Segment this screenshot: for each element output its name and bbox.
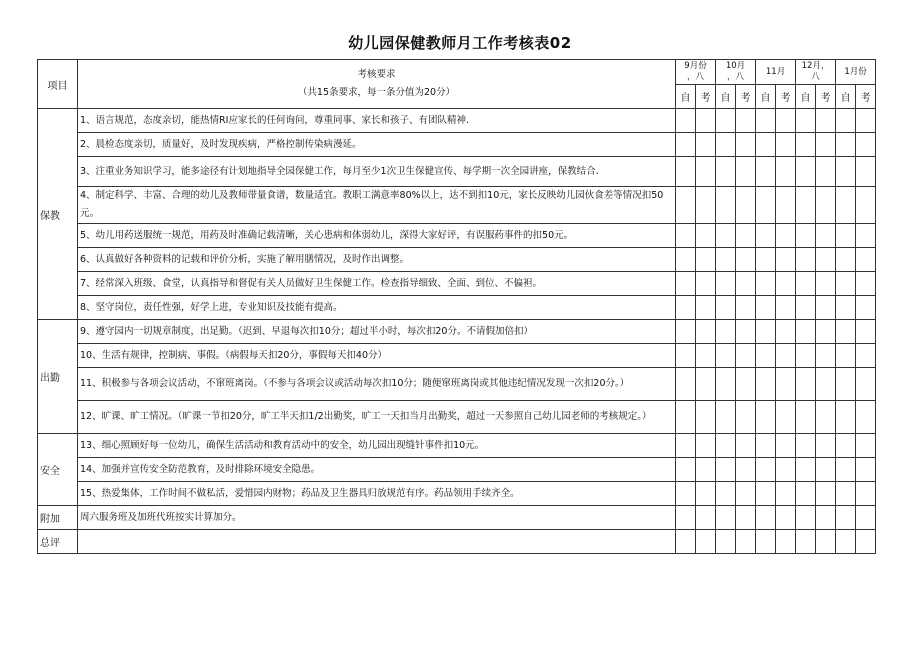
exam-score-cell[interactable] <box>816 401 836 434</box>
exam-score-cell[interactable] <box>816 434 836 458</box>
requirement-cell <box>78 530 676 554</box>
self-score-cell[interactable] <box>756 320 776 344</box>
table-row <box>38 344 876 368</box>
self-score-cell[interactable] <box>836 157 856 187</box>
item-column-header: 项目 <box>38 60 78 109</box>
exam-score-cell[interactable] <box>736 133 756 157</box>
table-row <box>38 434 876 458</box>
exam-score-cell[interactable] <box>736 248 756 272</box>
self-score-cell[interactable] <box>676 224 696 248</box>
exam-score-cell[interactable] <box>696 296 716 320</box>
self-score-cell[interactable] <box>756 434 776 458</box>
self-score-cell[interactable] <box>676 296 696 320</box>
self-score-header: 自 <box>676 85 696 109</box>
self-score-cell[interactable] <box>836 272 856 296</box>
table-row <box>38 368 876 401</box>
exam-score-cell[interactable] <box>816 344 836 368</box>
exam-score-cell[interactable] <box>776 320 796 344</box>
exam-score-cell[interactable] <box>816 109 836 133</box>
exam-score-cell[interactable] <box>776 530 796 554</box>
self-score-cell[interactable] <box>796 157 816 187</box>
exam-score-cell[interactable] <box>816 296 836 320</box>
exam-score-cell[interactable] <box>816 482 836 506</box>
requirement-cell: 2、晨检态度亲切，质量好，及时发现疾病，严格控制传染病漫延。 <box>78 133 676 157</box>
self-score-cell[interactable] <box>796 401 816 434</box>
self-score-cell[interactable] <box>796 272 816 296</box>
self-score-cell[interactable] <box>836 187 856 224</box>
category-cell: 安全 <box>38 434 78 506</box>
self-score-cell[interactable] <box>716 320 736 344</box>
page-title: 幼儿园保健教师月工作考核表02 <box>348 34 572 52</box>
exam-score-cell[interactable] <box>856 187 876 224</box>
exam-score-cell[interactable] <box>696 248 716 272</box>
month-header: 10月 ，八 <box>716 60 756 85</box>
self-score-header: 自 <box>756 85 776 109</box>
self-score-cell[interactable] <box>716 368 736 401</box>
category-cell: 保教 <box>38 109 78 320</box>
exam-score-cell[interactable] <box>696 272 716 296</box>
exam-score-cell[interactable] <box>736 320 756 344</box>
self-score-cell[interactable] <box>836 344 856 368</box>
requirement-cell: 9、遵守园内一切规章制度，出足勤。（迟到、早退每次扣10分；超过半小时，每次扣20分。不请假加倍扣） <box>78 320 676 344</box>
exam-score-cell[interactable] <box>816 320 836 344</box>
self-score-cell[interactable] <box>716 248 736 272</box>
exam-score-cell[interactable] <box>816 530 836 554</box>
exam-score-cell[interactable] <box>856 401 876 434</box>
requirement-cell: 7、经常深入班级、食堂，认真指导和督促有关人员做好卫生保健工作。检查指导细致、全面、到位、不偏袒。 <box>78 272 676 296</box>
exam-score-cell[interactable] <box>856 458 876 482</box>
exam-score-cell[interactable] <box>856 157 876 187</box>
exam-score-cell[interactable] <box>816 187 836 224</box>
requirement-cell: 4、制定科学、丰富、合理的幼儿及教师带量食谱，数量适宜。教职工满意率80%以上，达不到扣10元，家长反映幼儿园伙食差等情况扣50元。 <box>78 187 676 224</box>
exam-score-cell[interactable] <box>776 157 796 187</box>
exam-score-cell[interactable] <box>776 344 796 368</box>
self-score-cell[interactable] <box>756 133 776 157</box>
self-score-cell[interactable] <box>756 248 776 272</box>
self-score-cell[interactable] <box>676 368 696 401</box>
exam-score-header: 考 <box>736 85 756 109</box>
exam-score-cell[interactable] <box>776 434 796 458</box>
self-score-cell[interactable] <box>756 187 776 224</box>
self-score-cell[interactable] <box>796 482 816 506</box>
self-score-cell[interactable] <box>836 401 856 434</box>
requirement-cell: 5、幼儿用药送服统一规范，用药及时准确记载清晰，关心患病和体弱幼儿，深得大家好评，有误服药事件的扣50元。 <box>78 224 676 248</box>
table-row <box>38 157 876 187</box>
exam-score-cell[interactable] <box>856 248 876 272</box>
self-score-cell[interactable] <box>716 458 736 482</box>
exam-score-cell[interactable] <box>736 296 756 320</box>
exam-score-header: 考 <box>696 85 716 109</box>
exam-score-cell[interactable] <box>696 187 716 224</box>
self-score-cell[interactable] <box>836 434 856 458</box>
self-score-cell[interactable] <box>796 109 816 133</box>
exam-score-cell[interactable] <box>696 224 716 248</box>
self-score-cell[interactable] <box>796 344 816 368</box>
exam-score-header: 考 <box>856 85 876 109</box>
requirement-cell: 6、认真做好各种资料的记载和评价分析，实施了解用膳情况，及时作出调整。 <box>78 248 676 272</box>
exam-score-cell[interactable] <box>776 401 796 434</box>
requirement-cell: 1、语言规范，态度亲切，能热情RI应家长的任何询问，尊重同事、家长和孩子、有团队精神. <box>78 109 676 133</box>
month-header: 1月份 <box>836 60 876 85</box>
exam-score-cell[interactable] <box>856 133 876 157</box>
self-score-cell[interactable] <box>716 157 736 187</box>
self-score-cell[interactable] <box>836 224 856 248</box>
requirement-cell: 11、积极参与各项会议活动，不窜班离岗。（不参与各项会议或活动每次扣10分；随便窜班离岗或其他违纪情况发现一次扣20分。） <box>78 368 676 401</box>
exam-score-cell[interactable] <box>816 248 836 272</box>
self-score-cell[interactable] <box>756 368 776 401</box>
exam-score-cell[interactable] <box>736 434 756 458</box>
exam-score-cell[interactable] <box>776 224 796 248</box>
table-row <box>38 248 876 272</box>
self-score-cell[interactable] <box>716 109 736 133</box>
exam-score-cell[interactable] <box>776 296 796 320</box>
exam-score-cell[interactable] <box>736 368 756 401</box>
self-score-cell[interactable] <box>676 157 696 187</box>
self-score-cell[interactable] <box>676 344 696 368</box>
self-score-cell[interactable] <box>796 506 816 530</box>
self-score-cell[interactable] <box>756 272 776 296</box>
exam-score-cell[interactable] <box>696 157 716 187</box>
category-cell: 附加 <box>38 506 78 530</box>
self-score-cell[interactable] <box>716 482 736 506</box>
self-score-cell[interactable] <box>716 344 736 368</box>
self-score-cell[interactable] <box>836 133 856 157</box>
table-row <box>38 187 876 224</box>
requirement-cell: 周六服务班及加班代班按实计算加分。 <box>78 506 676 530</box>
requirement-cell: 14、加强并宣传安全防范教育，及时排除环境安全隐患。 <box>78 458 676 482</box>
self-score-cell[interactable] <box>756 506 776 530</box>
self-score-cell[interactable] <box>836 530 856 554</box>
self-score-cell[interactable] <box>836 296 856 320</box>
self-score-cell[interactable] <box>796 248 816 272</box>
exam-score-cell[interactable] <box>736 157 756 187</box>
self-score-cell[interactable] <box>796 187 816 224</box>
self-score-cell[interactable] <box>716 272 736 296</box>
table-row <box>38 506 876 530</box>
exam-score-cell[interactable] <box>696 344 716 368</box>
self-score-cell[interactable] <box>676 248 696 272</box>
self-score-cell[interactable] <box>796 320 816 344</box>
category-cell: 出勤 <box>38 320 78 434</box>
self-score-cell[interactable] <box>716 224 736 248</box>
exam-score-header: 考 <box>816 85 836 109</box>
exam-score-cell[interactable] <box>816 272 836 296</box>
exam-score-cell[interactable] <box>776 187 796 224</box>
assessment-table <box>37 59 876 554</box>
requirement-cell: 3、注重业务知识学习，能多途径有计划地指导全园保健工作，每月至少1次卫生保健宣传、每学期一次全园讲座，保教结合. <box>78 157 676 187</box>
self-score-cell[interactable] <box>836 458 856 482</box>
exam-score-cell[interactable] <box>816 133 836 157</box>
requirement-cell: 12、旷课、旷工情况。（旷课一节扣20分，旷工半天扣1/2出勤奖，旷工一天扣当月出勤奖，超过一天参照自己幼儿园老师的考核规定。） <box>78 401 676 434</box>
exam-score-cell[interactable] <box>736 224 756 248</box>
self-score-cell[interactable] <box>756 344 776 368</box>
self-score-cell[interactable] <box>836 482 856 506</box>
exam-score-cell[interactable] <box>696 109 716 133</box>
exam-score-cell[interactable] <box>736 344 756 368</box>
exam-score-cell[interactable] <box>696 401 716 434</box>
requirement-cell: 13、细心照顾好每一位幼儿，确保生活活动和教育活动中的安全，幼儿园出现缝针事件扣10元。 <box>78 434 676 458</box>
month-header: 9月份 ，八 <box>676 60 716 85</box>
table-row <box>38 224 876 248</box>
exam-score-cell[interactable] <box>776 458 796 482</box>
exam-score-cell[interactable] <box>816 224 836 248</box>
self-score-header: 自 <box>836 85 856 109</box>
self-score-cell[interactable] <box>756 109 776 133</box>
exam-score-cell[interactable] <box>856 224 876 248</box>
exam-score-cell[interactable] <box>736 530 756 554</box>
requirement-cell: 8、坚守岗位，责任性强，好学上进，专业知识及技能有提高。 <box>78 296 676 320</box>
self-score-header: 自 <box>716 85 736 109</box>
self-score-cell[interactable] <box>756 296 776 320</box>
exam-score-cell[interactable] <box>856 434 876 458</box>
self-score-cell[interactable] <box>716 530 736 554</box>
exam-score-cell[interactable] <box>856 344 876 368</box>
exam-score-cell[interactable] <box>816 458 836 482</box>
exam-score-cell[interactable] <box>856 530 876 554</box>
exam-score-cell[interactable] <box>736 458 756 482</box>
exam-score-cell[interactable] <box>776 133 796 157</box>
self-score-cell[interactable] <box>716 187 736 224</box>
self-score-cell[interactable] <box>676 320 696 344</box>
self-score-cell[interactable] <box>716 401 736 434</box>
exam-score-cell[interactable] <box>856 296 876 320</box>
self-score-header: 自 <box>796 85 816 109</box>
exam-score-cell[interactable] <box>816 368 836 401</box>
self-score-cell[interactable] <box>676 109 696 133</box>
table-row <box>38 458 876 482</box>
exam-score-cell[interactable] <box>696 482 716 506</box>
self-score-cell[interactable] <box>716 296 736 320</box>
header-row-top <box>38 60 876 85</box>
requirement-cell: 15、热爱集体，工作时间不做私活，爱惜园内财物；药品及卫生器具归放规范有序。药品领用手续齐全。 <box>78 482 676 506</box>
exam-score-cell[interactable] <box>776 368 796 401</box>
exam-score-cell[interactable] <box>696 530 716 554</box>
self-score-cell[interactable] <box>676 434 696 458</box>
self-score-cell[interactable] <box>676 272 696 296</box>
exam-score-cell[interactable] <box>776 248 796 272</box>
exam-score-cell[interactable] <box>856 482 876 506</box>
exam-score-cell[interactable] <box>776 109 796 133</box>
requirement-header-note: （共15条要求，每一条分值为20分） <box>297 87 456 98</box>
self-score-cell[interactable] <box>676 458 696 482</box>
self-score-cell[interactable] <box>756 530 776 554</box>
exam-score-cell[interactable] <box>816 157 836 187</box>
self-score-cell[interactable] <box>676 530 696 554</box>
exam-score-cell[interactable] <box>816 506 836 530</box>
self-score-cell[interactable] <box>836 506 856 530</box>
self-score-cell[interactable] <box>676 187 696 224</box>
self-score-cell[interactable] <box>756 224 776 248</box>
table-row <box>38 133 876 157</box>
self-score-cell[interactable] <box>836 320 856 344</box>
month-header: 12月， 八 <box>796 60 836 85</box>
self-score-cell[interactable] <box>676 133 696 157</box>
self-score-cell[interactable] <box>836 109 856 133</box>
exam-score-cell[interactable] <box>736 401 756 434</box>
self-score-cell[interactable] <box>676 482 696 506</box>
self-score-cell[interactable] <box>676 401 696 434</box>
self-score-cell[interactable] <box>796 296 816 320</box>
exam-score-header: 考 <box>776 85 796 109</box>
exam-score-cell[interactable] <box>696 458 716 482</box>
self-score-cell[interactable] <box>756 401 776 434</box>
self-score-cell[interactable] <box>796 368 816 401</box>
requirement-column-header <box>78 60 676 109</box>
self-score-cell[interactable] <box>836 248 856 272</box>
category-cell: 总评 <box>38 530 78 554</box>
self-score-cell[interactable] <box>796 530 816 554</box>
self-score-cell[interactable] <box>756 458 776 482</box>
exam-score-cell[interactable] <box>856 272 876 296</box>
exam-score-cell[interactable] <box>856 320 876 344</box>
exam-score-cell[interactable] <box>776 482 796 506</box>
self-score-cell[interactable] <box>716 133 736 157</box>
exam-score-cell[interactable] <box>856 368 876 401</box>
exam-score-cell[interactable] <box>736 272 756 296</box>
self-score-cell[interactable] <box>716 434 736 458</box>
self-score-cell[interactable] <box>756 482 776 506</box>
exam-score-cell[interactable] <box>776 506 796 530</box>
exam-score-cell[interactable] <box>696 434 716 458</box>
exam-score-cell[interactable] <box>736 109 756 133</box>
exam-score-cell[interactable] <box>736 482 756 506</box>
table-row <box>38 401 876 434</box>
self-score-cell[interactable] <box>676 506 696 530</box>
table-row <box>38 530 876 554</box>
exam-score-cell[interactable] <box>856 109 876 133</box>
requirement-cell: 10、生活有规律，控制病、事假。（病假每天扣20分，事假每天扣40分） <box>78 344 676 368</box>
exam-score-cell[interactable] <box>696 320 716 344</box>
table-row <box>38 320 876 344</box>
exam-score-cell[interactable] <box>736 506 756 530</box>
table-row <box>38 482 876 506</box>
exam-score-cell[interactable] <box>776 272 796 296</box>
self-score-cell[interactable] <box>796 224 816 248</box>
self-score-cell[interactable] <box>836 368 856 401</box>
table-row <box>38 109 876 133</box>
exam-score-cell[interactable] <box>696 506 716 530</box>
exam-score-cell[interactable] <box>696 368 716 401</box>
exam-score-cell[interactable] <box>696 133 716 157</box>
exam-score-cell[interactable] <box>736 187 756 224</box>
exam-score-cell[interactable] <box>856 506 876 530</box>
self-score-cell[interactable] <box>796 458 816 482</box>
self-score-cell[interactable] <box>756 157 776 187</box>
table-row <box>38 296 876 320</box>
month-header: 11月 <box>756 60 796 85</box>
self-score-cell[interactable] <box>796 133 816 157</box>
requirement-header-title: 考核要求 <box>357 69 396 80</box>
self-score-cell[interactable] <box>796 434 816 458</box>
self-score-cell[interactable] <box>716 506 736 530</box>
table-row <box>38 272 876 296</box>
